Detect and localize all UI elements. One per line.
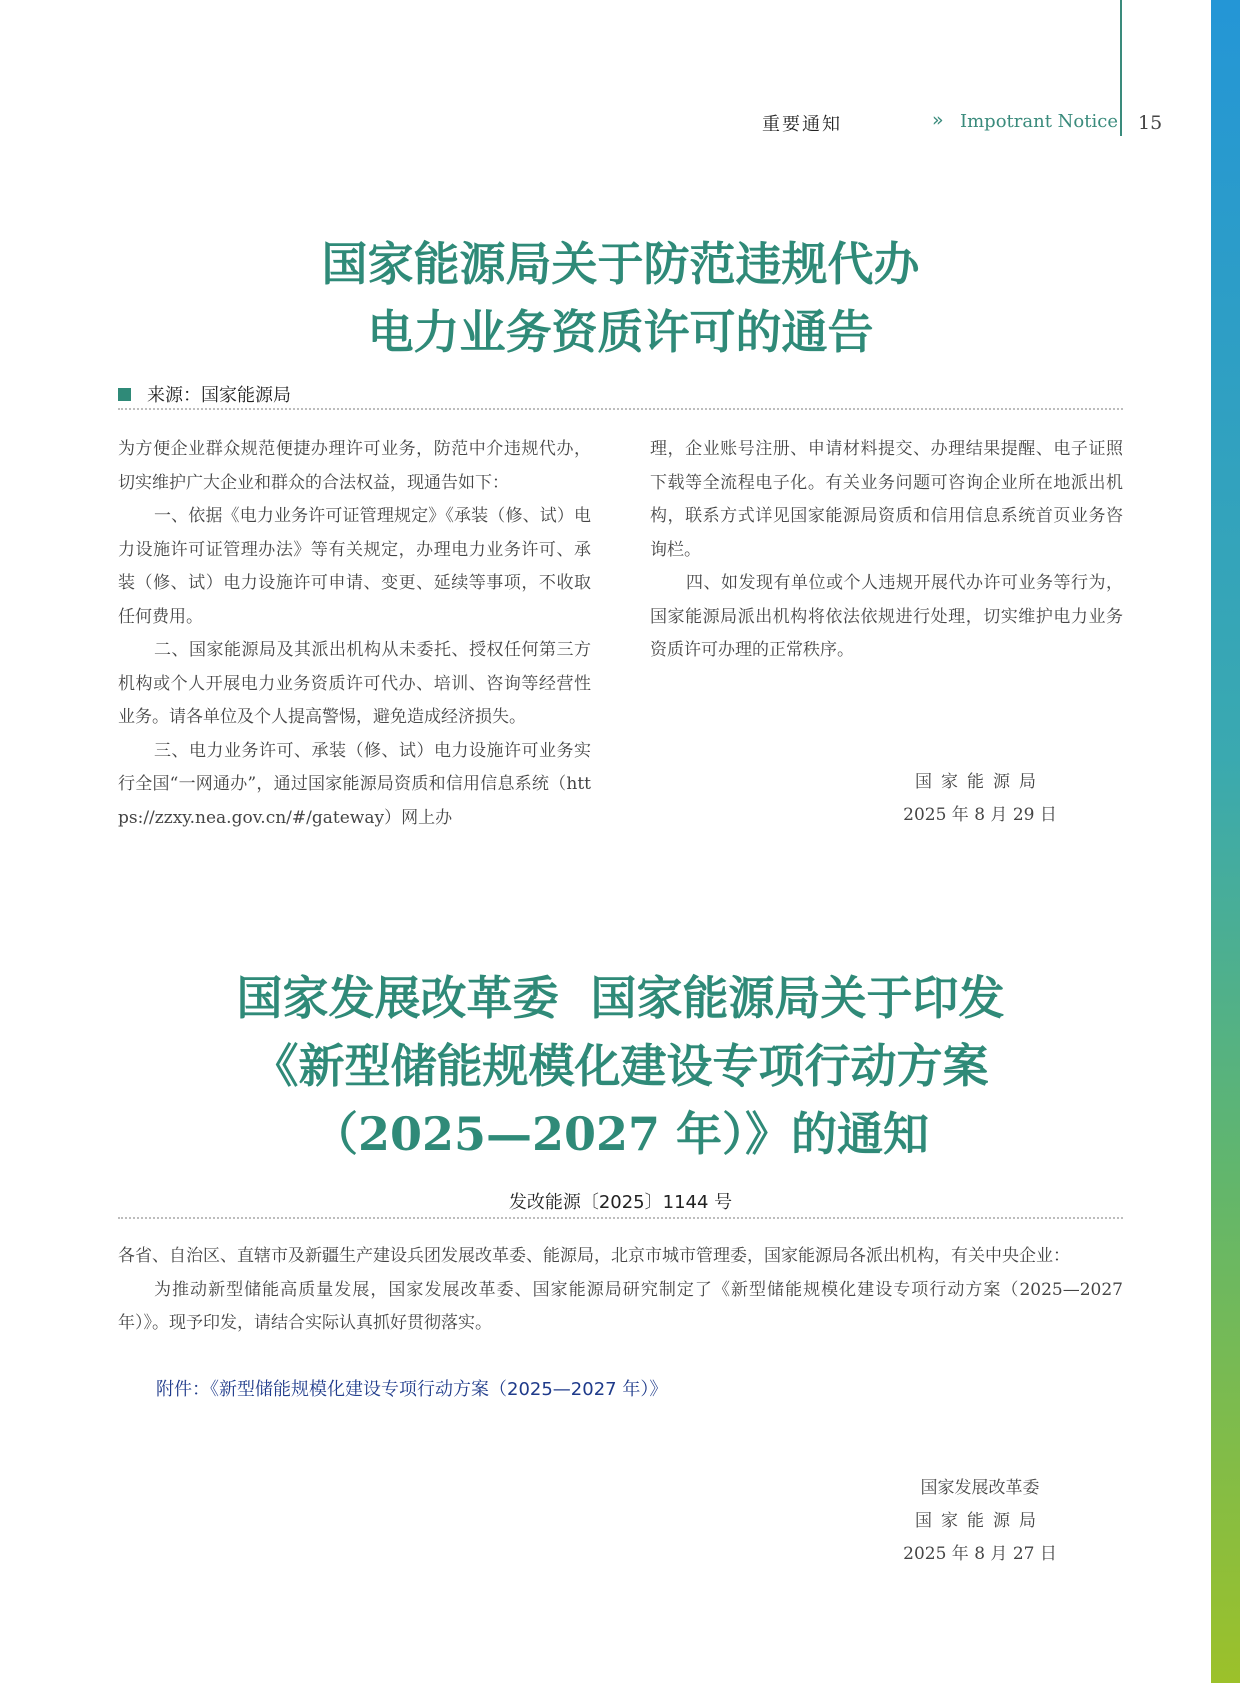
article1-signature xyxy=(880,766,1080,832)
article1-paragraph: 为方便企业群众规范便捷办理许可业务，防范中介违规代办，切实维护广大企业和群众的合法权益，现通告如下： xyxy=(118,439,591,493)
header-section-zh: 重要通知 xyxy=(762,114,842,135)
article1-title-line1: 国家能源局关于防范违规代办 xyxy=(321,237,920,291)
article2-paragraph: 为推动新型储能高质量发展，国家发展改革委、国家能源局研究制定了《新型储能规模化建设专项行动方案（2025—2027 年）》。现予印发，请结合实际认真抓好贯彻落实。 xyxy=(118,1279,1123,1333)
divider-dotted xyxy=(118,408,1123,410)
article2-title-line2: 《新型储能规模化建设专项行动方案 xyxy=(252,1039,989,1093)
divider-dotted xyxy=(118,1217,1123,1219)
article1-title xyxy=(118,230,1123,366)
attachment-link[interactable]: 附件：《新型储能规模化建设专项行动方案（2025—2027 年）》 xyxy=(156,1379,668,1400)
article1-left-column xyxy=(118,433,591,835)
square-bullet-icon xyxy=(118,388,131,401)
document-number: 发改能源〔2025〕1144 号 xyxy=(508,1192,733,1213)
article1-paragraph: 四、如发现有单位或个人违规开展代办许可业务等行为，国家能源局派出机构将依法依规进行处理，切实维护电力业务资质许可办理的正常秩序。 xyxy=(650,573,1123,660)
article1-right-column xyxy=(650,433,1123,668)
page-number: 15 xyxy=(1138,112,1163,134)
header-divider xyxy=(1120,0,1122,136)
article1-paragraph: 一、依据《电力业务许可证管理规定》《承装（修、试）电力设施许可证管理办法》等有关规定，办理电力业务许可、承装（修、试）电力设施许可申请、变更、延续等事项，不收取任何费用。 xyxy=(118,506,591,627)
header-section-en: Impotrant Notice xyxy=(960,111,1118,132)
article1-source xyxy=(118,383,291,405)
article1-paragraph: 二、国家能源局及其派出机构从未委托、授权任何第三方机构或个人开展电力业务资质许可代办、培训、咨询等经营性业务。请各单位及个人提高警惕，避免造成经济损失。 xyxy=(118,640,591,727)
article2-signature-date: 2025 年 8 月 27 日 xyxy=(903,1544,1057,1564)
article2-body xyxy=(118,1240,1123,1341)
page-header xyxy=(700,109,1163,140)
article1-signature-org: 国家能源局 xyxy=(915,772,1045,792)
article2-title-line1: 国家发展改革委 国家能源局关于印发 xyxy=(236,971,1005,1025)
article1-title-line2: 电力业务资质许可的通告 xyxy=(367,305,874,359)
article1-source-text: 来源：国家能源局 xyxy=(147,385,291,406)
article2-signature xyxy=(880,1472,1080,1571)
article1-signature-date: 2025 年 8 月 29 日 xyxy=(903,805,1057,825)
article2-title-line3: （2025—2027 年）》的通知 xyxy=(311,1107,930,1161)
article2-signature-org1: 国家发展改革委 xyxy=(920,1478,1040,1498)
article2-signature-org2: 国家能源局 xyxy=(915,1511,1045,1531)
article2-title xyxy=(118,964,1123,1168)
article1-paragraph: 三、电力业务许可、承装（修、试）电力设施许可业务实行全国“一网通办”，通过国家能源局资质和信用信息系统（https://zzxy.nea.gov.cn/#/gateway）网上办 xyxy=(118,740,591,828)
double-chevron-right-icon: » xyxy=(932,109,944,131)
article2-paragraph: 各省、自治区、直辖市及新疆生产建设兵团发展改革委、能源局，北京市城市管理委，国家能源局各派出机构，有关中央企业： xyxy=(118,1246,1070,1266)
article1-paragraph: 理，企业账号注册、申请材料提交、办理结果提醒、电子证照下载等全流程电子化。有关业务问题可咨询企业所在地派出机构，联系方式详见国家能源局资质和信用信息系统首页业务咨询栏。 xyxy=(650,439,1123,560)
side-gradient-bar xyxy=(1211,0,1240,1683)
